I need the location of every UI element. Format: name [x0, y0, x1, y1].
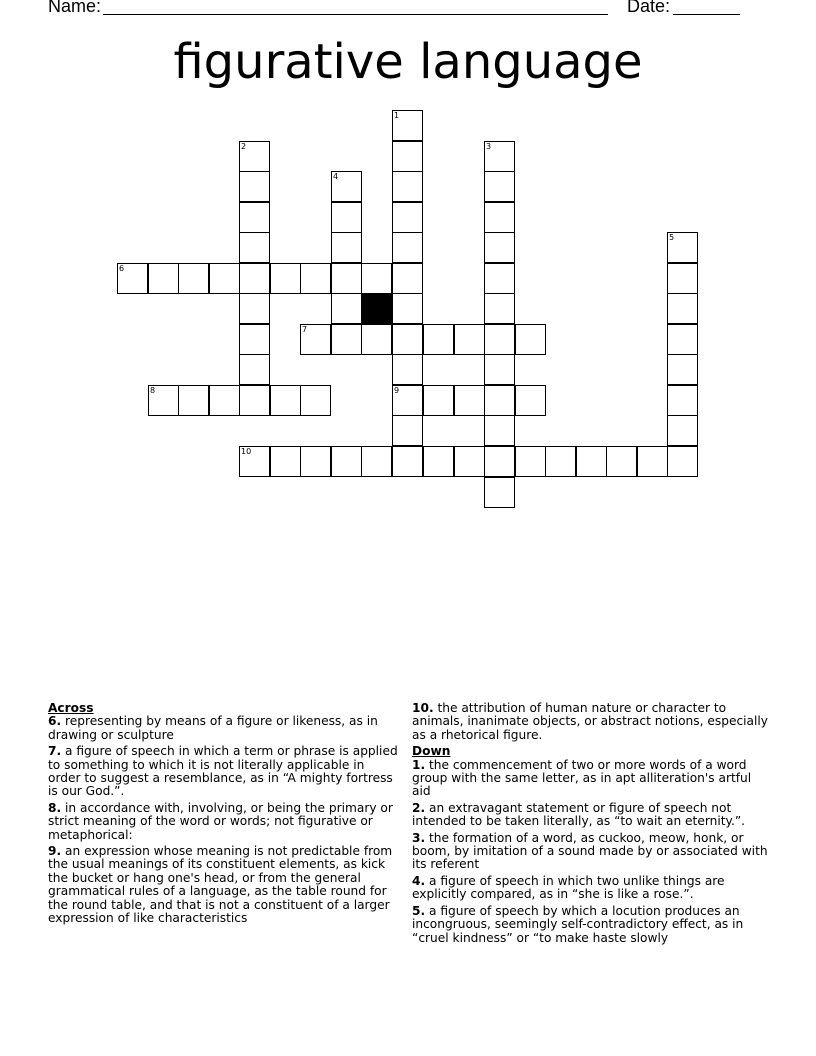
clue-number-label: 10: [241, 447, 252, 456]
down-heading: Down: [412, 744, 451, 759]
across-clue-8: [48, 802, 400, 842]
crossword-cell[interactable]: [392, 415, 423, 446]
clue-text: in accordance with, involving, or being the primary or strict meaning of the word or words; not figurative or metaphorical:: [48, 800, 393, 842]
clue-text: representing by means of a figure or likeness, as in drawing or sculpture: [48, 714, 378, 742]
crossword-cell[interactable]: [270, 385, 301, 416]
crossword-cell[interactable]: [392, 324, 423, 355]
crossword-cell[interactable]: [484, 446, 515, 477]
crossword-cell[interactable]: [667, 324, 698, 355]
clue-number-label: 6: [119, 264, 125, 273]
crossword-cell[interactable]: [484, 477, 515, 508]
clues-column-right: [412, 702, 770, 948]
crossword-cell[interactable]: [454, 324, 485, 355]
crossword-cell[interactable]: [239, 446, 270, 477]
crossword-cell[interactable]: [361, 324, 392, 355]
clue-text: an extravagant statement or figure of speech not intended to be taken literally, as “to wait an eternity.”.: [412, 800, 746, 829]
clue-number: 9.: [48, 844, 62, 859]
crossword-cell[interactable]: [667, 354, 698, 385]
crossword-cell[interactable]: [667, 415, 698, 446]
clue-number: 5.: [412, 903, 426, 918]
down-clue-4: [412, 875, 770, 902]
worksheet-header: [0, 0, 816, 22]
crossword-cell[interactable]: [392, 202, 423, 233]
crossword-cell[interactable]: [667, 232, 698, 263]
crossword-cell[interactable]: [515, 324, 546, 355]
crossword-cell[interactable]: [484, 141, 515, 172]
crossword-cell[interactable]: [392, 354, 423, 385]
crossword-cell[interactable]: [484, 232, 515, 263]
crossword-cell[interactable]: [484, 293, 515, 324]
clues-column-left: [48, 702, 400, 929]
across-clue-9: [48, 845, 400, 925]
crossword-cell[interactable]: [667, 446, 698, 477]
clue-number-label: 7: [302, 325, 308, 334]
date-label: Date:: [627, 0, 671, 16]
crossword-cell[interactable]: [239, 263, 270, 294]
crossword-cell[interactable]: [239, 293, 270, 324]
clue-text: the attribution of human nature or character to animals, inanimate objects, or abstract notions, especially as a rhetorical figure.: [412, 701, 768, 742]
crossword-cell[interactable]: [239, 354, 270, 385]
crossword-cell[interactable]: [423, 385, 454, 416]
crossword-cell[interactable]: [239, 141, 270, 172]
crossword-cell[interactable]: [331, 263, 362, 294]
name-field[interactable]: [103, 14, 608, 15]
down-clue-1: [412, 759, 770, 799]
clue-number: 3.: [412, 830, 426, 845]
clue-number: 4.: [412, 873, 426, 888]
crossword-cell[interactable]: [484, 202, 515, 233]
crossword-cell[interactable]: [392, 110, 423, 141]
crossword-cell[interactable]: [667, 385, 698, 416]
down-clue-3: [412, 832, 770, 872]
crossword-cell[interactable]: [392, 171, 423, 202]
crossword-cell[interactable]: [239, 232, 270, 263]
page-title: figurative language: [173, 34, 643, 90]
crossword-cell[interactable]: [606, 446, 637, 477]
crossword-cell[interactable]: [331, 202, 362, 233]
clue-text: the formation of a word, as cuckoo, meow, honk, or boom, by imitation of a sound made by or associated with its referent: [412, 830, 768, 872]
clue-text: an expression whose meaning is not predictable from the usual meanings of its constituent elements, as kick the bucket or hang one's head, or from the general grammatical rules of a language, as the table round for the round table, and that is not a constituent of a larger expression of like characteristics: [48, 844, 393, 926]
crossword-cell[interactable]: [454, 446, 485, 477]
date-field[interactable]: [673, 14, 740, 15]
crossword-cell[interactable]: [484, 415, 515, 446]
crossword-cell[interactable]: [667, 263, 698, 294]
clue-text: the commencement of two or more words of a word group with the same letter, as in apt alliteration's artful aid: [412, 757, 752, 799]
clue-number: 7.: [48, 744, 62, 759]
crossword-cell[interactable]: [239, 202, 270, 233]
crossword-cell[interactable]: [148, 263, 179, 294]
crossword-cell[interactable]: [515, 385, 546, 416]
clue-number: 1.: [412, 757, 426, 772]
clue-number-label: 3: [486, 142, 492, 151]
clue-number-label: 5: [669, 233, 675, 242]
crossword-cell[interactable]: [423, 446, 454, 477]
clue-number: 10.: [412, 701, 434, 715]
clue-number-label: 8: [150, 386, 156, 395]
crossword-cell[interactable]: [300, 324, 331, 355]
clue-text: a figure of speech in which two unlike things are explicitly compared, as in “she is like a rose.”.: [412, 873, 725, 902]
crossword-cell[interactable]: [209, 385, 240, 416]
crossword-cell[interactable]: [331, 232, 362, 263]
down-clue-5: [412, 905, 770, 945]
crossword-cell[interactable]: [484, 263, 515, 294]
crossword-cell[interactable]: [361, 446, 392, 477]
clue-number-label: 1: [394, 111, 400, 120]
across-clue-7: [48, 745, 400, 799]
crossword-cell[interactable]: [576, 446, 607, 477]
crossword-cell[interactable]: [545, 446, 576, 477]
crossword-cell[interactable]: [392, 446, 423, 477]
clue-number-label: 4: [333, 172, 339, 181]
clue-number: 6.: [48, 714, 62, 729]
crossword-cell[interactable]: [392, 385, 423, 416]
crossword-cell[interactable]: [300, 446, 331, 477]
crossword-cell[interactable]: [178, 385, 209, 416]
crossword-cell[interactable]: [392, 263, 423, 294]
crossword-cell[interactable]: [300, 385, 331, 416]
crossword-cell[interactable]: [484, 324, 515, 355]
crossword-cell[interactable]: [331, 293, 362, 324]
crossword-cell[interactable]: [331, 446, 362, 477]
crossword-cell[interactable]: [209, 263, 240, 294]
crossword-cell[interactable]: [667, 293, 698, 324]
clue-number-label: 9: [394, 386, 400, 395]
crossword-cell[interactable]: [484, 385, 515, 416]
clue-number-label: 2: [241, 142, 247, 151]
across-heading: Across: [48, 701, 94, 715]
crossword-cell[interactable]: [637, 446, 668, 477]
across-clue-10: [412, 702, 770, 742]
crossword-cell[interactable]: [331, 324, 362, 355]
clue-number: 8.: [48, 800, 62, 815]
crossword-cell[interactable]: [148, 385, 179, 416]
clue-text: a figure of speech by which a locution produces an incongruous, seemingly self-contradictory effect, as in “cruel kindness” or “to make haste slowly: [412, 903, 744, 945]
crossword-cell[interactable]: [454, 385, 485, 416]
crossword-cell[interactable]: [392, 141, 423, 172]
crossword-cell[interactable]: [300, 263, 331, 294]
crossword-cell[interactable]: [361, 263, 392, 294]
crossword-cell[interactable]: [178, 263, 209, 294]
crossword-cell[interactable]: [270, 263, 301, 294]
crossword-black-cell: [361, 293, 392, 324]
crossword-cell[interactable]: [515, 446, 546, 477]
clue-text: a figure of speech in which a term or phrase is applied to something to which it is not literally applicable in order to suggest a resemblance, as in “A mighty fortress is our God.”.: [48, 744, 398, 799]
crossword-cell[interactable]: [239, 324, 270, 355]
crossword-cell[interactable]: [484, 354, 515, 385]
crossword-cell[interactable]: [331, 171, 362, 202]
across-clue-6: [48, 715, 400, 742]
crossword-cell[interactable]: [239, 171, 270, 202]
name-label: Name:: [48, 0, 102, 16]
crossword-cell[interactable]: [239, 385, 270, 416]
crossword-cell[interactable]: [270, 446, 301, 477]
clue-number: 2.: [412, 800, 426, 815]
crossword-cell[interactable]: [423, 324, 454, 355]
crossword-cell[interactable]: [392, 293, 423, 324]
crossword-cell[interactable]: [117, 263, 148, 294]
down-clue-2: [412, 802, 770, 829]
crossword-cell[interactable]: [392, 232, 423, 263]
crossword-cell[interactable]: [484, 171, 515, 202]
